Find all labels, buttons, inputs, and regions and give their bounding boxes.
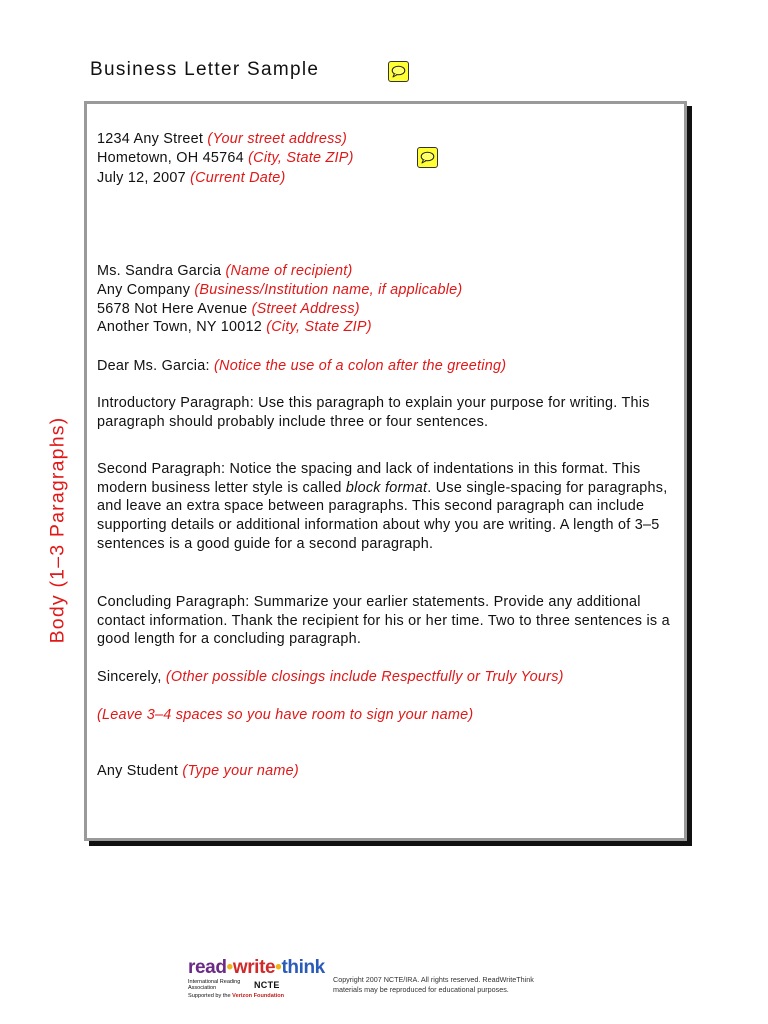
recipient-city: Another Town, NY 10012: [97, 319, 262, 335]
closing: Sincerely,: [97, 669, 162, 685]
sender-street-hint: (Your street address): [207, 131, 348, 147]
sender-city: Hometown, OH 45764: [97, 150, 244, 166]
speech-bubble-glyph: [391, 65, 406, 78]
logo-partners: [188, 979, 330, 991]
logo-think: think: [281, 957, 325, 978]
readwritethink-logo: [188, 958, 330, 1004]
body-side-label: [33, 404, 83, 656]
recipient-street-hint: (Street Address): [251, 301, 360, 317]
copyright-notice: [333, 975, 534, 995]
recipient-name: Ms. Sandra Garcia: [97, 263, 222, 279]
recipient-street-line: [97, 300, 360, 319]
date-line: [97, 169, 286, 188]
recipient-street: 5678 Not Here Avenue: [97, 301, 248, 317]
logo-dot: •: [275, 957, 282, 978]
greeting-hint: (Notice the use of a colon after the greeting): [214, 358, 507, 374]
speech-bubble-note-icon[interactable]: [417, 147, 438, 168]
concluding-paragraph: Concluding Paragraph: Summarize your earlier statements. Provide any additional contact information. Thank the recipient for his or her time. Two to three sentences is a good length for a concluding paragraph.: [97, 594, 670, 648]
ira-logo: International Reading Association: [188, 979, 241, 991]
signature-space-hint: (Leave 3–4 spaces so you have room to sign your name): [97, 707, 474, 723]
sender-street-line: [97, 130, 347, 149]
recipient-company-hint: (Business/Institution name, if applicable): [194, 282, 463, 298]
recipient-company-line: [97, 281, 462, 300]
signature-space-line: [97, 706, 473, 725]
document-title: Business Letter Sample: [90, 59, 320, 80]
sender-street: 1234 Any Street: [97, 131, 204, 147]
signer-name: Any Student: [97, 763, 179, 779]
sender-city-line: [97, 149, 354, 168]
greeting: Dear Ms. Garcia:: [97, 358, 210, 374]
logo-wordmark: [188, 958, 330, 978]
block-format-term: block format: [345, 479, 428, 496]
recipient-city-line: [97, 318, 372, 337]
logo-read: read: [188, 957, 227, 978]
recipient-name-hint: (Name of recipient): [225, 263, 353, 279]
body-side-label-text: Body (1–3 Paragraphs): [46, 416, 69, 644]
letter-date: July 12, 2007: [97, 170, 186, 186]
signer-hint: (Type your name): [182, 763, 299, 779]
recipient-name-line: [97, 262, 353, 281]
logo-dot: •: [226, 957, 233, 978]
copyright-line-2: materials may be reproduced for educational purposes.: [333, 985, 509, 994]
sender-city-hint: (City, State ZIP): [248, 150, 354, 166]
date-hint: (Current Date): [190, 170, 286, 186]
copyright-line-1: Copyright 2007 NCTE/IRA. All rights reserved. ReadWriteThink: [333, 975, 534, 984]
sponsor-line: [188, 993, 330, 999]
sponsor-prefix: Supported by the: [188, 993, 233, 999]
logo-write: write: [232, 957, 276, 978]
ncte-logo: NCTE: [254, 980, 280, 990]
recipient-company: Any Company: [97, 282, 191, 298]
closing-hint: (Other possible closings include Respectfully or Truly Yours): [165, 669, 564, 685]
speech-bubble-note-icon[interactable]: [388, 61, 409, 82]
signer-line: [97, 762, 299, 781]
speech-bubble-glyph: [420, 151, 435, 164]
greeting-line: [97, 357, 506, 376]
second-paragraph-text-b: . Use single-spacing for paragraphs, and leave an extra space between paragraphs. This second paragraph can include supporting details or additional information about why you are writing. A length of 3–5 sentences is a good guide for a second paragraph.: [97, 479, 668, 552]
intro-paragraph: Introductory Paragraph: Use this paragraph to explain your purpose for writing. This paragraph should probably include three or four sentences.: [97, 395, 650, 430]
closing-line: [97, 668, 564, 687]
second-paragraph: [97, 460, 679, 554]
second-paragraph-text-a: Second Paragraph: Notice the spacing and lack of indentations in this format. This modern business letter style is called: [97, 461, 641, 496]
recipient-city-hint: (City, State ZIP): [266, 319, 372, 335]
sponsor-org: Verizon Foundation: [232, 993, 285, 999]
